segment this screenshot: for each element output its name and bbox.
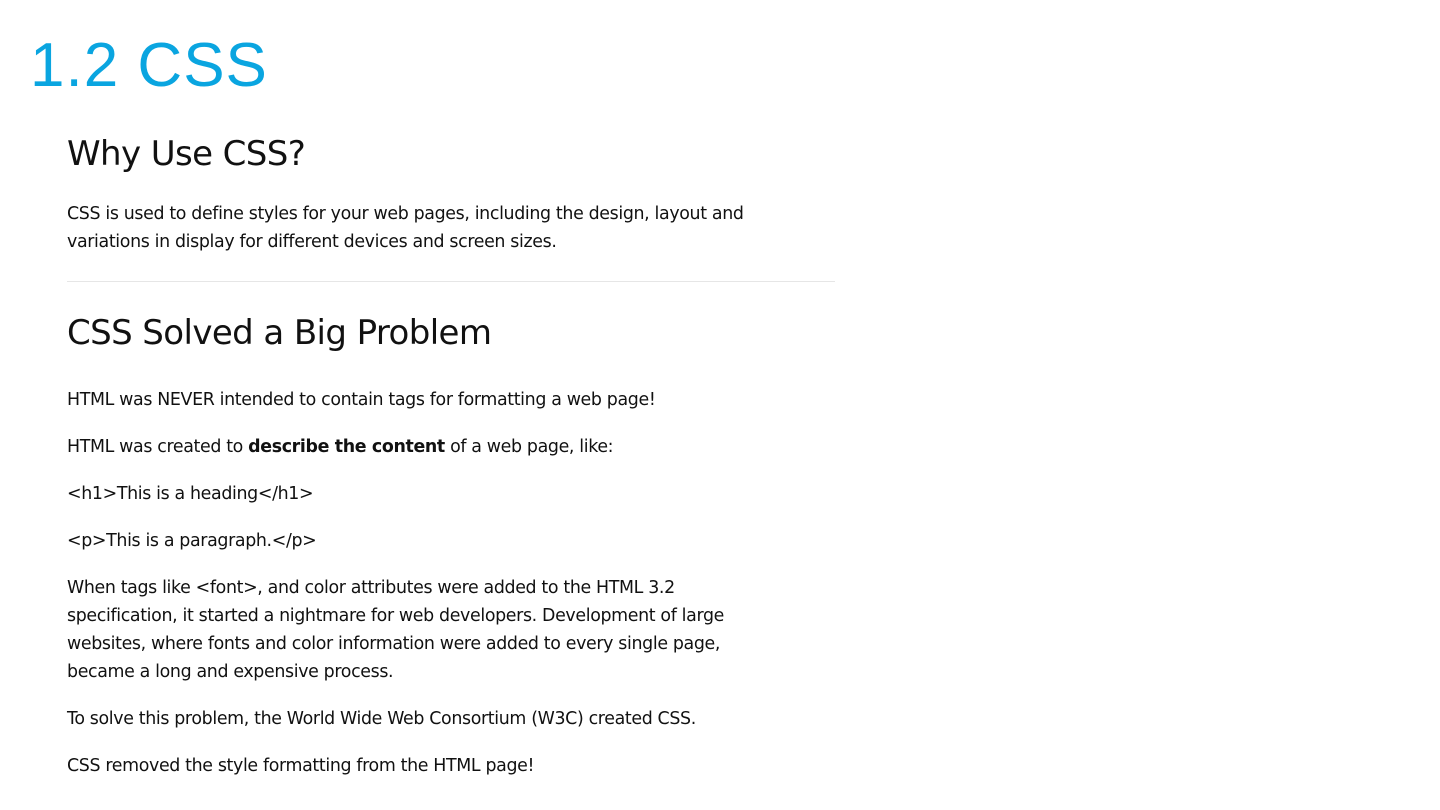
paragraph-nightmare <box>67 574 837 686</box>
paragraph-line: became a long and expensive process. <box>67 662 394 682</box>
section-divider <box>67 281 835 282</box>
paragraph-line: websites, where fonts and color information were added to every single page, <box>67 634 721 654</box>
paragraph-css-removed: CSS removed the style formatting from the HTML page! <box>67 756 535 776</box>
paragraph-line: specification, it started a nightmare for web developers. Development of large <box>67 606 724 626</box>
section-heading-css-solved: CSS Solved a Big Problem <box>67 313 492 353</box>
code-example-heading: <h1>This is a heading</h1> <box>67 484 314 504</box>
code-example-paragraph: <p>This is a paragraph.</p> <box>67 531 317 551</box>
paragraph-never-intended: HTML was NEVER intended to contain tags for formatting a web page! <box>67 390 656 410</box>
paragraph-describe-content <box>67 433 837 461</box>
section-heading-why-use-css: Why Use CSS? <box>67 134 306 174</box>
bold-text: describe the content <box>248 437 445 457</box>
content-area <box>67 124 837 780</box>
intro-line: variations in display for different devices and screen sizes. <box>67 232 557 252</box>
intro-line: CSS is used to define styles for your web pages, including the design, layout and <box>67 204 744 224</box>
paragraph-w3c: To solve this problem, the World Wide Web Consortium (W3C) created CSS. <box>67 709 696 729</box>
paragraph-line: When tags like <font>, and color attributes were added to the HTML 3.2 <box>67 578 675 598</box>
slide-title: 1.2 CSS <box>30 31 268 100</box>
text-fragment: of a web page, like: <box>444 437 614 457</box>
intro-paragraph <box>67 200 837 256</box>
text-fragment: HTML was created to <box>67 437 249 457</box>
